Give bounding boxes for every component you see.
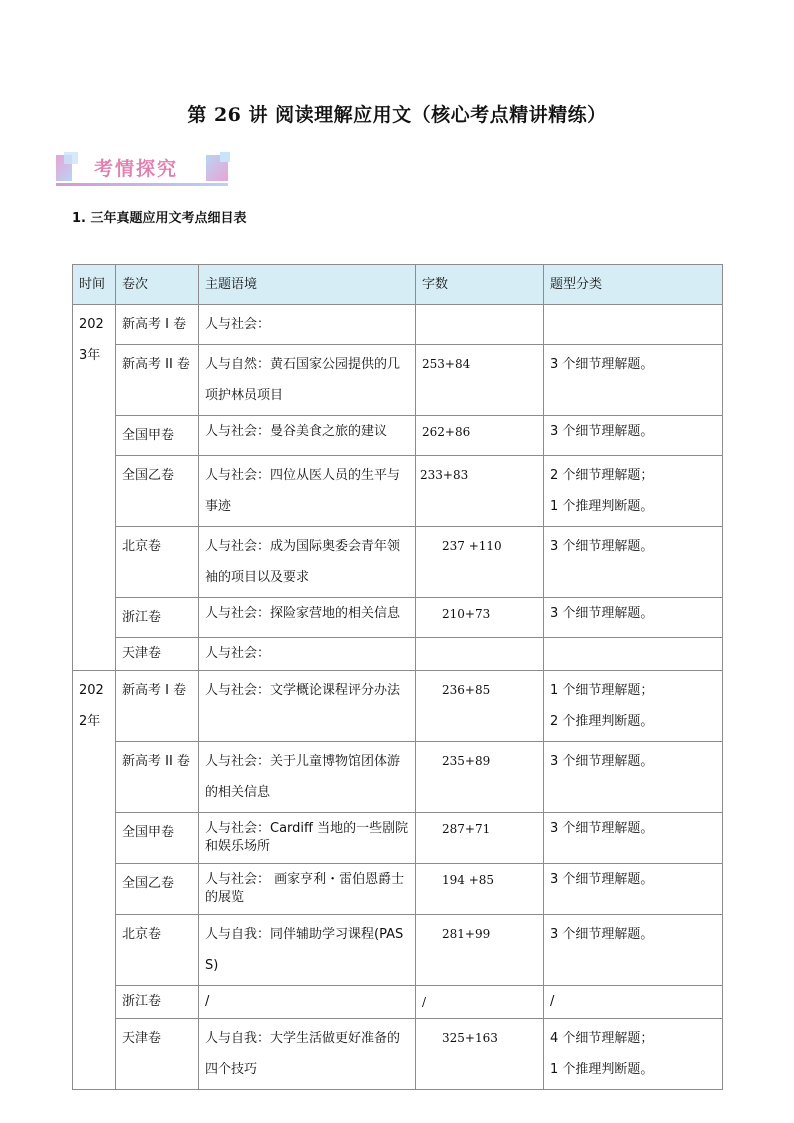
words-cell: 235+89 xyxy=(416,742,544,813)
topic-cell: / xyxy=(199,986,416,1019)
words-cell xyxy=(416,638,544,671)
types-cell xyxy=(544,416,723,456)
topic-cell: 人与社会： 画家亨利・雷伯恩爵士的展览 xyxy=(199,864,416,915)
topic-cell: 人与自然：黄石国家公园提供的几项护林员项目 xyxy=(199,345,416,416)
types-cell xyxy=(544,598,723,638)
types-cell xyxy=(544,527,723,598)
table-row xyxy=(73,742,723,813)
table-row xyxy=(73,813,723,864)
table-row xyxy=(73,986,723,1019)
paper-cell: 新高考 I 卷 xyxy=(116,305,199,345)
types-cell xyxy=(544,456,723,527)
type-line: 1 个推理判断题。 xyxy=(550,1062,654,1077)
words-cell: 210+73 xyxy=(416,598,544,638)
header-time: 时间 xyxy=(73,265,116,305)
paper-cell: 新高考 II 卷 xyxy=(116,742,199,813)
types-cell xyxy=(544,986,723,1019)
banner-left-accent xyxy=(64,152,78,164)
year-cell: 2023年 xyxy=(73,305,116,671)
table-row xyxy=(73,1019,723,1090)
topic-cell: 人与社会： xyxy=(199,305,416,345)
topic-cell: 人与社会：四位从医人员的生平与事迹 xyxy=(199,456,416,527)
type-line: 3 个细节理解题。 xyxy=(550,357,654,372)
topic-cell: 人与社会：曼谷美食之旅的建议 xyxy=(199,416,416,456)
table-row xyxy=(73,915,723,986)
paper-cell: 新高考 II 卷 xyxy=(116,345,199,416)
section-banner xyxy=(56,152,228,188)
type-line: 1 个推理判断题。 xyxy=(550,499,654,514)
type-line: 2 个细节理解题； xyxy=(550,468,654,483)
words-cell: 253+84 xyxy=(416,345,544,416)
paper-cell: 新高考 I 卷 xyxy=(116,671,199,742)
words-cell: 237 +110 xyxy=(416,527,544,598)
type-line: 3 个细节理解题。 xyxy=(550,927,654,942)
paper-cell: 浙江卷 xyxy=(116,598,199,638)
type-line: 3 个细节理解题。 xyxy=(550,606,654,621)
banner-underline xyxy=(56,183,228,186)
type-line: 2 个推理判断题。 xyxy=(550,714,654,729)
paper-cell: 天津卷 xyxy=(116,638,199,671)
type-line: 3 个细节理解题。 xyxy=(550,424,654,439)
words-cell: 281+99 xyxy=(416,915,544,986)
words-cell: 287+71 xyxy=(416,813,544,864)
types-cell xyxy=(544,345,723,416)
types-cell xyxy=(544,813,723,864)
topic-cell: 人与社会：关于儿童博物馆团体游的相关信息 xyxy=(199,742,416,813)
type-line: 3 个细节理解题。 xyxy=(550,539,654,554)
paper-cell: 浙江卷 xyxy=(116,986,199,1019)
types-cell xyxy=(544,671,723,742)
type-line: 4 个细节理解题； xyxy=(550,1031,654,1046)
paper-cell: 全国甲卷 xyxy=(116,416,199,456)
header-types: 题型分类 xyxy=(544,265,723,305)
topic-cell: 人与自我：同伴辅助学习课程(PASS) xyxy=(199,915,416,986)
type-line: 3 个细节理解题。 xyxy=(550,821,654,836)
page-title: 第 26 讲 阅读理解应用文（核心考点精讲精练） xyxy=(187,104,607,126)
topic-cell: 人与社会：Cardiff 当地的一些剧院和娱乐场所 xyxy=(199,813,416,864)
table-row xyxy=(73,345,723,416)
table-row xyxy=(73,638,723,671)
paper-cell: 北京卷 xyxy=(116,915,199,986)
type-line: 3 个细节理解题。 xyxy=(550,754,654,769)
types-cell xyxy=(544,305,723,345)
words-cell: 325+163 xyxy=(416,1019,544,1090)
types-cell xyxy=(544,638,723,671)
section-heading: 1. 三年真题应用文考点细目表 xyxy=(72,211,247,226)
header-words: 字数 xyxy=(416,265,544,305)
paper-cell: 北京卷 xyxy=(116,527,199,598)
exam-topic-table xyxy=(72,264,723,1090)
table-header-row xyxy=(73,265,723,305)
type-line: 3 个细节理解题。 xyxy=(550,872,654,887)
types-cell xyxy=(544,742,723,813)
words-cell: 233+83 xyxy=(416,456,544,527)
paper-cell: 全国乙卷 xyxy=(116,456,199,527)
table-row xyxy=(73,671,723,742)
types-cell xyxy=(544,1019,723,1090)
topic-cell: 人与社会：探险家营地的相关信息 xyxy=(199,598,416,638)
banner-text: 考情探究 xyxy=(94,158,179,180)
topic-cell: 人与社会：文学概论课程评分办法 xyxy=(199,671,416,742)
table-row xyxy=(73,305,723,345)
types-cell xyxy=(544,915,723,986)
table-row xyxy=(73,864,723,915)
topic-cell: 人与社会： xyxy=(199,638,416,671)
table-row xyxy=(73,456,723,527)
words-cell: 194 +85 xyxy=(416,864,544,915)
year-cell: 2022年 xyxy=(73,671,116,1090)
words-cell: 236+85 xyxy=(416,671,544,742)
paper-cell: 全国乙卷 xyxy=(116,864,199,915)
header-topic: 主题语境 xyxy=(199,265,416,305)
table-row xyxy=(73,598,723,638)
topic-cell: 人与自我：大学生活做更好准备的四个技巧 xyxy=(199,1019,416,1090)
table-row xyxy=(73,527,723,598)
words-cell xyxy=(416,305,544,345)
words-cell: 262+86 xyxy=(416,416,544,456)
type-line: / xyxy=(550,994,555,1009)
table-row xyxy=(73,416,723,456)
types-cell xyxy=(544,864,723,915)
paper-cell: 天津卷 xyxy=(116,1019,199,1090)
words-cell: / xyxy=(416,986,544,1019)
topic-cell: 人与社会：成为国际奥委会青年领袖的项目以及要求 xyxy=(199,527,416,598)
header-paper: 卷次 xyxy=(116,265,199,305)
banner-right-accent xyxy=(220,152,230,162)
paper-cell: 全国甲卷 xyxy=(116,813,199,864)
type-line: 1 个细节理解题； xyxy=(550,683,654,698)
